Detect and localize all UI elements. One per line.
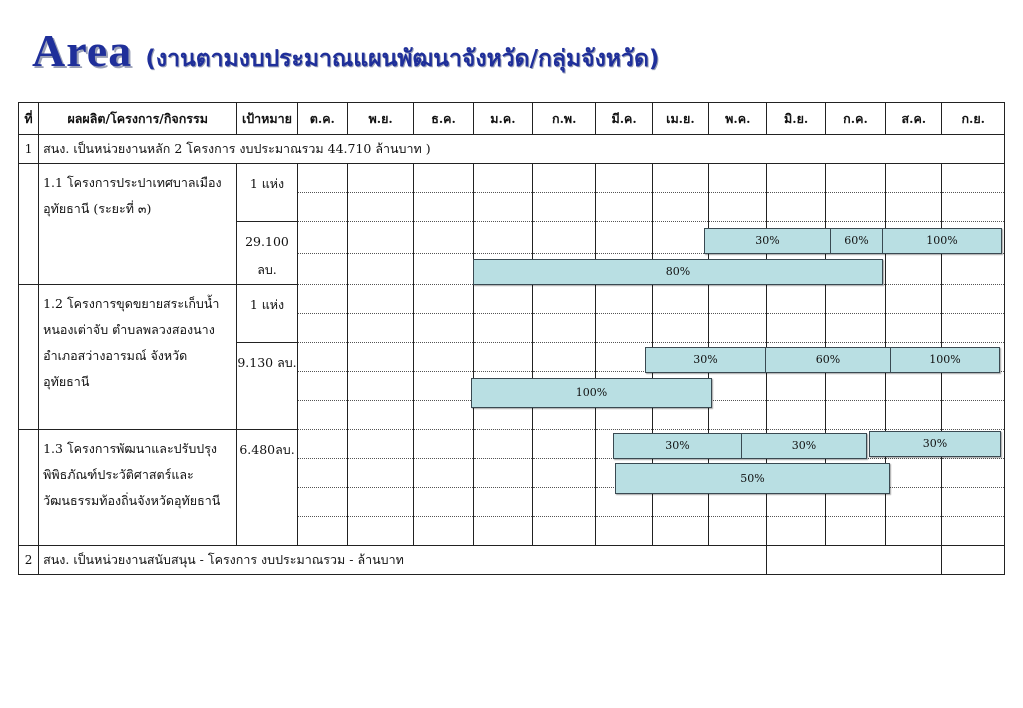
table-row [19, 285, 1005, 314]
section-row [19, 546, 1005, 575]
project-2-plan-bar [645, 347, 1000, 373]
header-cell: พ.ย. [347, 103, 413, 135]
header-cell: ม.ค. [473, 103, 532, 135]
header-cell: ต.ค. [297, 103, 347, 135]
title-subtitle: (งานตามงบประมาณแผนพัฒนาจังหวัด/กลุ่มจังหวัด) [145, 46, 660, 72]
project-name: 1.1 โครงการประปาเทศบาลเมืองอุทัยธานี (ระยะที่ ๓) [39, 164, 237, 285]
header-cell: มิ.ย. [767, 103, 825, 135]
number-cell [19, 285, 39, 430]
section-text: สนง. เป็นหน่วยงานหลัก 2 โครงการ งบประมาณรวม 44.710 ล้านบาท ) [39, 135, 1005, 164]
header-cell: ส.ค. [886, 103, 942, 135]
page-title [32, 24, 659, 74]
section-row [19, 135, 1005, 164]
target-units: 1 แห่ง [237, 285, 297, 343]
project-plan-table [18, 102, 1005, 575]
project-3-plan-bar-a [613, 433, 867, 459]
milestone-label: 100% [926, 234, 958, 247]
header-cell: ก.พ. [533, 103, 596, 135]
project-name: 1.2 โครงการขุดขยายสระเก็บน้ำหนองเต่าจับ ตำบลพลวงสองนาง อำเภอสว่างอารมณ์ จังหวัดอุทัยธานี [39, 285, 237, 430]
number-cell [19, 164, 39, 285]
header-cell: มี.ค. [596, 103, 652, 135]
project-3-plan-bar-b [869, 431, 1001, 457]
project-1-actual-bar [473, 259, 883, 285]
project-3-actual-bar [615, 463, 890, 494]
header-cell: ผลผลิต/โครงการ/กิจกรรม [39, 103, 237, 135]
milestone-label: 30% [705, 229, 831, 253]
header-cell: เป้าหมาย [237, 103, 297, 135]
target-budget: 29.100 ลบ. [237, 222, 297, 285]
milestone-label: 60% [766, 348, 891, 372]
milestone-label: 30% [646, 348, 766, 372]
header-cell: ก.ย. [942, 103, 1005, 135]
header-cell: พ.ค. [709, 103, 767, 135]
milestone-label: 30% [614, 434, 742, 458]
section-text: สนง. เป็นหน่วยงานสนับสนุน - โครงการ งบประมาณรวม - ล้านบาท [39, 546, 767, 575]
project-2-actual-bar [471, 378, 712, 408]
milestone-label: 100% [929, 353, 961, 366]
header-cell: ที่ [19, 103, 39, 135]
project-1-plan-bar [704, 228, 1002, 254]
progress-label: 50% [740, 472, 765, 485]
target-budget: 6.480ลบ. [237, 430, 297, 546]
target-units: 1 แห่ง [237, 164, 297, 222]
header-cell: เม.ย. [652, 103, 708, 135]
milestone-label: 30% [791, 439, 817, 452]
progress-label: 80% [665, 265, 691, 278]
header-cell: ธ.ค. [414, 103, 473, 135]
milestone-label: 60% [831, 229, 883, 253]
target-budget: 9.130 ลบ. [237, 343, 297, 430]
header-cell: ก.ค. [825, 103, 885, 135]
section-number: 1 [19, 135, 39, 164]
title-main: Area [32, 25, 133, 76]
milestone-label: 30% [922, 437, 948, 450]
section-number: 2 [19, 546, 39, 575]
number-cell [19, 430, 39, 546]
project-name: 1.3 โครงการพัฒนาและปรับปรุงพิพิธภัณฑ์ประวัติศาสตร์และวัฒนธรรมท้องถิ่นจังหวัดอุทัยธานี [39, 430, 237, 546]
table-header-row [19, 103, 1005, 135]
table-row [19, 164, 1005, 193]
progress-label: 100% [575, 386, 608, 399]
